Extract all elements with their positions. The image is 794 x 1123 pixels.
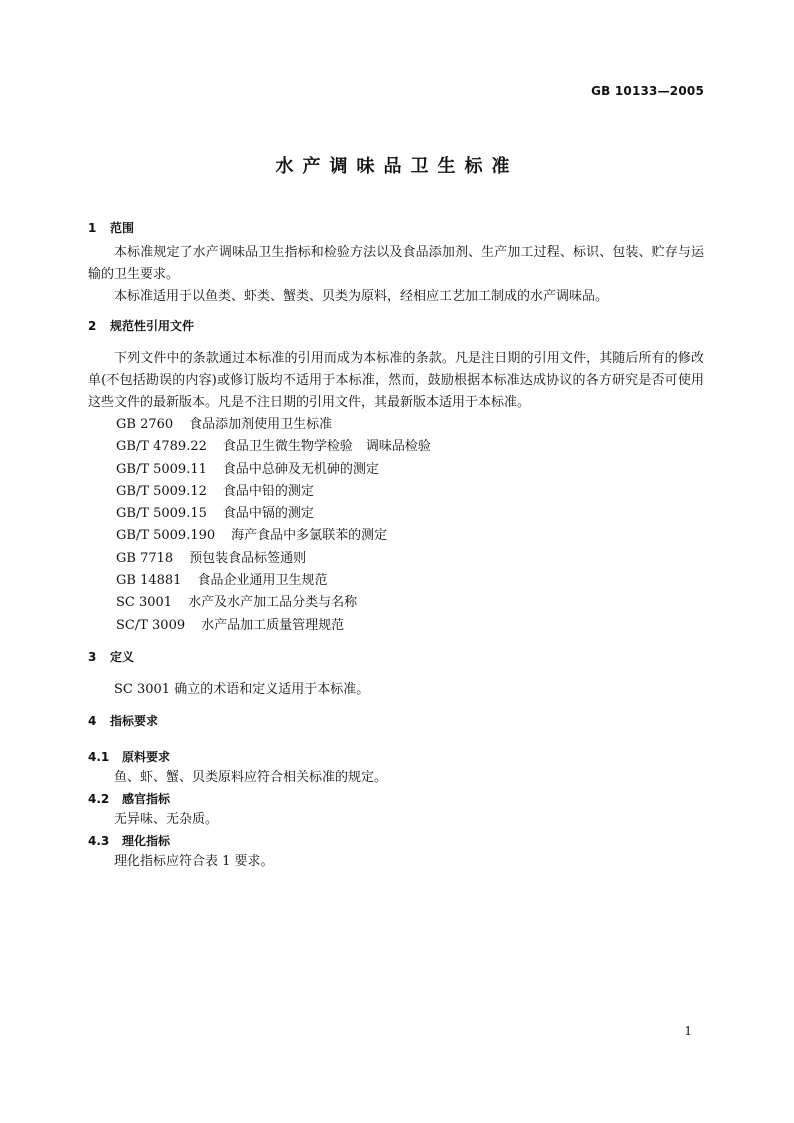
paragraph: 本标准适用于以鱼类、虾类、蟹类、贝类为原料，经相应工艺加工制成的水产调味品。	[114, 289, 609, 304]
subsection-heading: 4.1 原料要求	[88, 749, 171, 764]
paragraph: 本标准规定了水产调味品卫生指标和检验方法以及食品添加剂、生产加工过程、标识、包装、贮存与运输的卫生要求。	[88, 245, 704, 282]
reference-item: GB/T 5009.12 食品中铅的测定	[116, 483, 314, 499]
paragraph: SC 3001 确立的术语和定义适用于本标准。	[114, 681, 370, 697]
document-body	[88, 218, 704, 873]
reference-list	[88, 414, 704, 637]
reference-item: SC 3001 水产及水产加工品分类与名称	[116, 595, 358, 611]
section-heading-definitions: 3 定义	[88, 649, 135, 664]
reference-item: GB/T 5009.11 食品中总砷及无机砷的测定	[116, 461, 379, 477]
paragraph: 下列文件中的条款通过本标准的引用而成为本标准的条款。凡是注日期的引用文件，其随后所有的修改单(不包括勘误的内容)或修订版均不适用于本标准，然而，鼓励根据本标准达成协议的各方研究是否可使用这些文件的最新版本。凡是不注日期的引用文件，其最新版本适用于本标准。	[88, 351, 704, 410]
reference-item: GB 7718 预包装食品标签通则	[116, 550, 307, 566]
paragraph: 无异味、无杂质。	[114, 811, 219, 827]
reference-item: GB/T 5009.15 食品中镉的测定	[116, 506, 314, 522]
section-heading-normative-references: 2 规范性引用文件	[88, 319, 195, 333]
paragraph: 鱼、虾、蟹、贝类原料应符合相关标准的规定。	[114, 769, 388, 785]
subsection-heading: 4.2 感官指标	[88, 791, 171, 806]
section-heading-requirements: 4 指标要求	[88, 713, 159, 728]
reference-item: SC/T 3009 水产品加工质量管理规范	[116, 617, 345, 633]
page-title: 水产调味品卫生标准	[275, 156, 519, 177]
section-heading-scope: 1 范围	[88, 221, 135, 235]
page-number: 1	[684, 1024, 692, 1038]
reference-item: GB 14881 食品企业通用卫生规范	[116, 573, 328, 589]
reference-item: GB/T 4789.22 食品卫生微生物学检验 调味品检验	[116, 439, 431, 455]
paragraph: 理化指标应符合表 1 要求。	[114, 853, 274, 869]
reference-item: GB 2760 食品添加剂使用卫生标准	[116, 417, 333, 432]
subsection-heading: 4.3 理化指标	[88, 833, 171, 848]
standard-code: GB 10133—2005	[591, 84, 704, 98]
reference-item: GB/T 5009.190 海产食品中多氯联苯的测定	[116, 528, 388, 544]
